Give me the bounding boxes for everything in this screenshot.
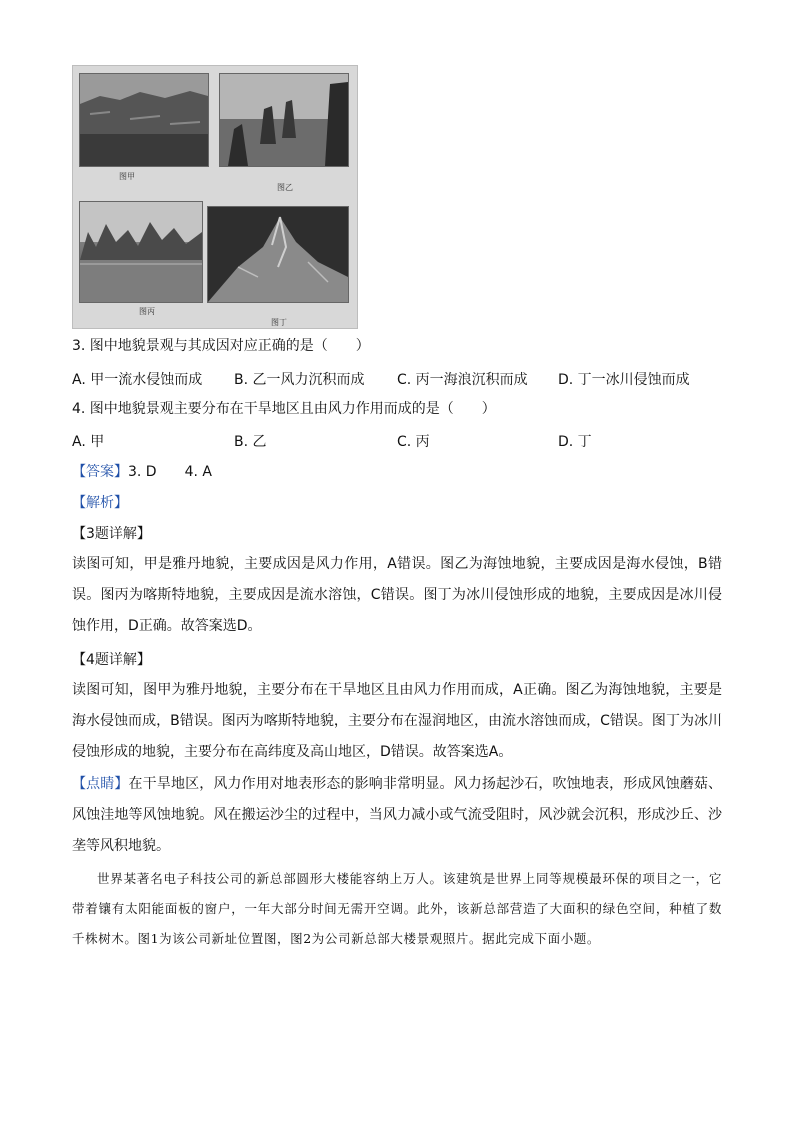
question-3-option-c: C. 丙一海浪沉积而成	[397, 372, 528, 388]
caption-bing: 图丙	[139, 307, 155, 316]
detail-3-heading: 【3题详解】	[72, 526, 151, 542]
answer-text: 3. D 4. A	[128, 464, 212, 480]
question-4-option-d: D. 丁	[558, 434, 592, 450]
detail-4-text: 读图可知，图甲为雅丹地貌，主要分布在干旱地区且由风力作用而成，A正确。图乙为海蚀地貌，主要是海水侵蚀而成，B错误。图丙为喀斯特地貌，主要分布在湿润地区，由流水溶蚀而成，C错误。图丁为冰川侵蚀形成的地貌，主要分布在高纬度及高山地区，D错误。故答案选A。	[72, 682, 722, 760]
photo-ding-glacial-peak	[207, 206, 349, 303]
question-3-option-a: A. 甲一流水侵蚀而成	[72, 372, 203, 388]
caption-yi: 图乙	[277, 183, 293, 192]
tip-text: 在干旱地区，风力作用对地表形态的影响非常明显。风力扬起沙石，吹蚀地表，形成风蚀蘑菇、风蚀洼地等风蚀地貌。风在搬运沙尘的过程中，当风力减小或气流受阻时，风沙就会沉积，形成沙丘、沙垄等风积地貌。	[72, 776, 723, 854]
question-3-option-b: B. 乙一风力沉积而成	[234, 372, 365, 388]
tip-tag: 【点睛】	[72, 776, 129, 792]
question-3-option-d: D. 丁一冰川侵蚀而成	[558, 372, 690, 388]
landform-figure	[72, 65, 358, 329]
glacial-peak-illustration	[208, 207, 348, 302]
sea-stack-illustration	[220, 74, 348, 166]
detail-4-heading: 【4题详解】	[72, 652, 151, 668]
photo-yi-sea-stacks	[219, 73, 349, 167]
question-4-option-a: A. 甲	[72, 434, 105, 450]
photo-jia-yardang	[79, 73, 209, 167]
question-4-option-b: B. 乙	[234, 434, 267, 450]
tip-paragraph	[72, 769, 722, 862]
question-4-stem: 4. 图中地貌景观主要分布在干旱地区且由风力作用而成的是（ ）	[72, 401, 496, 417]
question-4-option-c: C. 丙	[397, 434, 430, 450]
detail-3-text: 读图可知，甲是雅丹地貌，主要成因是风力作用，A错误。图乙为海蚀地貌，主要成因是海水侵蚀，B错误。图丙为喀斯特地貌，主要成因是流水溶蚀，C错误。图丁为冰川侵蚀形成的地貌，主要成因是冰川侵蚀作用，D正确。故答案选D。	[72, 556, 722, 634]
answer-line	[72, 462, 212, 482]
karst-illustration	[80, 202, 202, 302]
caption-ding: 图丁	[271, 318, 287, 327]
question-3-stem: 3. 图中地貌景观与其成因对应正确的是（ ）	[72, 338, 370, 354]
next-material-paragraph: 世界某著名电子科技公司的新总部圆形大楼能容纳上万人。该建筑是世界上同等规模最环保的项目之一，它带着镶有太阳能面板的窗户，一年大部分时间无需开空调。此外，该新总部营造了大面积的绿色空间，种植了数千株树木。图1为该公司新址位置图，图2为公司新总部大楼景观照片。据此完成下面小题。	[72, 871, 722, 946]
photo-bing-karst	[79, 201, 203, 303]
analysis-tag-text: 【解析】	[72, 495, 128, 511]
yardang-illustration	[80, 74, 208, 166]
analysis-tag	[72, 493, 128, 513]
caption-jia: 图甲	[119, 172, 135, 181]
answer-tag: 【答案】	[72, 464, 128, 480]
